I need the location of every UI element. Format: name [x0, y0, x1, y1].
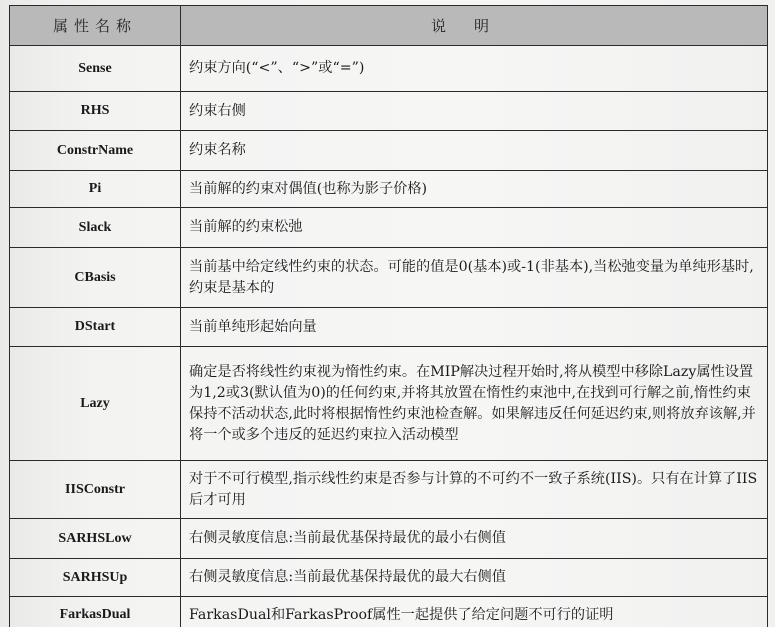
attribute-name: SARHSLow: [10, 519, 181, 559]
attribute-description: 当前基中给定线性约束的状态。可能的值是0(基本)或-1(非基本),当松弛变量为单纯形基时,约束是基本的: [181, 248, 768, 308]
table-row: [10, 308, 768, 347]
table-row: [10, 559, 768, 597]
attribute-name: Lazy: [10, 347, 181, 461]
column-header-attribute-name: 属性名称: [10, 6, 181, 46]
table-row: [10, 461, 768, 519]
attribute-name: Pi: [10, 171, 181, 208]
table-row: [10, 597, 768, 627]
attribute-description: 对于不可行模型,指示线性约束是否参与计算的不可约不一致子系统(IIS)。只有在计算了IIS后才可用: [181, 461, 768, 519]
table-row: [10, 46, 768, 92]
attribute-name: DStart: [10, 308, 181, 347]
attribute-name: RHS: [10, 92, 181, 131]
attribute-name: CBasis: [10, 248, 181, 308]
attribute-description: 约束方向(“<”、“>”或“=”): [181, 46, 768, 92]
attribute-description: 当前解的约束松弛: [181, 208, 768, 248]
attribute-description: 约束右侧: [181, 92, 768, 131]
table-row: [10, 347, 768, 461]
attribute-name: FarkasDual: [10, 597, 181, 627]
attribute-description: 右侧灵敏度信息:当前最优基保持最优的最大右侧值: [181, 559, 768, 597]
attribute-name: SARHSUp: [10, 559, 181, 597]
table-row: [10, 92, 768, 131]
attribute-description: FarkasDual和FarkasProof属性一起提供了给定问题不可行的证明: [181, 597, 768, 627]
table-header-row: [10, 6, 768, 46]
attribute-name: Sense: [10, 46, 181, 92]
attribute-description: 确定是否将线性约束视为惰性约束。在MIP解决过程开始时,将从模型中移除Lazy属性设置为1,2或3(默认值为0)的任何约束,并将其放置在惰性约束池中,在找到可行解之前,惰性约束保持不活动状态,此时将根据惰性约束池检查解。如果解违反任何延迟约束,则将放弃该解,并将一个或多个违反的延迟约束拉入活动模型: [181, 347, 768, 461]
attribute-description: 当前解的约束对偶值(也称为影子价格): [181, 171, 768, 208]
attribute-description: 当前单纯形起始向量: [181, 308, 768, 347]
table-row: [10, 519, 768, 559]
table-row: [10, 171, 768, 208]
constraint-attribute-table: [9, 5, 768, 627]
attribute-description: 右侧灵敏度信息:当前最优基保持最优的最小右侧值: [181, 519, 768, 559]
table-row: [10, 248, 768, 308]
table-row: [10, 208, 768, 248]
attribute-name: ConstrName: [10, 131, 181, 171]
attribute-name: Slack: [10, 208, 181, 248]
attribute-name: IISConstr: [10, 461, 181, 519]
column-header-description: 说明: [181, 6, 768, 46]
table-row: [10, 131, 768, 171]
attribute-description: 约束名称: [181, 131, 768, 171]
